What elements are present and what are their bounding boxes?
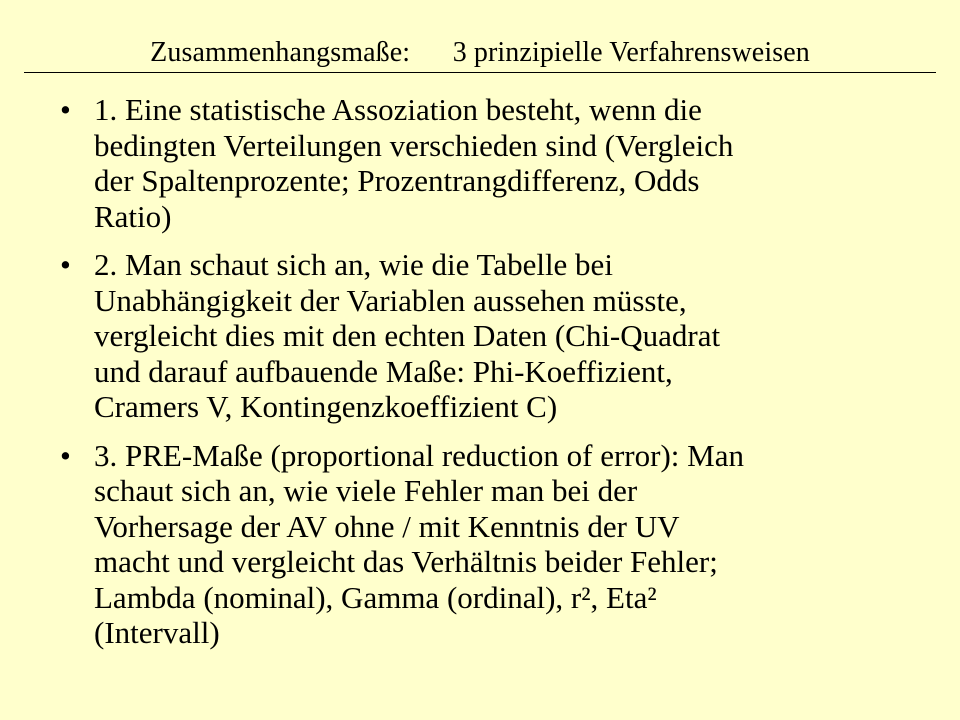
bullet-item-3 [60, 438, 920, 651]
bullet-text-2 [94, 247, 920, 425]
bullet-item-1 [60, 92, 920, 234]
bullet-text-1 [94, 92, 920, 234]
bullet-3-line-4: macht und vergleicht das Verhältnis beider Fehler; [94, 544, 718, 579]
bullet-2-line-4: und darauf aufbauende Maße: Phi-Koeffizient, [94, 353, 673, 389]
bullet-3-line-5: Lambda (nominal), Gamma (ordinal), r², Eta² [94, 579, 657, 615]
bullet-1-line-1: 1. Eine statistische Assoziation besteht, wenn die [94, 92, 702, 127]
bullet-2-line-1: 2. Man schaut sich an, wie die Tabelle bei [94, 247, 613, 282]
title-divider [24, 72, 936, 73]
bullet-marker-icon: • [60, 92, 71, 127]
bullet-2-line-5: Cramers V, Kontingenzkoeffizient C) [94, 389, 558, 424]
bullet-1-line-3: der Spaltenprozente; Prozentrangdifferenz, Odds [94, 163, 700, 198]
bullet-2-line-2: Unabhängigkeit der Variablen aussehen müsste, [94, 282, 687, 318]
bullet-3-line-2: schaut sich an, wie viele Fehler man bei der [94, 473, 638, 508]
bullet-marker-icon: • [60, 437, 71, 473]
bullet-list [60, 92, 920, 664]
bullet-text-3 [94, 438, 920, 651]
bullet-2-line-3: vergleicht dies mit den echten Daten (Chi-Quadrat [94, 318, 721, 353]
bullet-3-line-3: Vorhersage der AV ohne / mit Kenntnis der UV [94, 508, 680, 544]
bullet-item-2 [60, 247, 920, 425]
bullet-1-line-4: Ratio) [94, 198, 172, 234]
bullet-3-line-1: 3. PRE-Maße (proportional reduction of error): Man [94, 437, 744, 473]
slide-title: Zusammenhangsmaße: 3 prinzipielle Verfahrensweisen [150, 37, 810, 68]
bullet-marker-icon: • [60, 247, 71, 282]
bullet-3-line-6: (Intervall) [94, 615, 220, 650]
bullet-1-line-2: bedingten Verteilungen verschieden sind (Vergleich [94, 127, 734, 163]
